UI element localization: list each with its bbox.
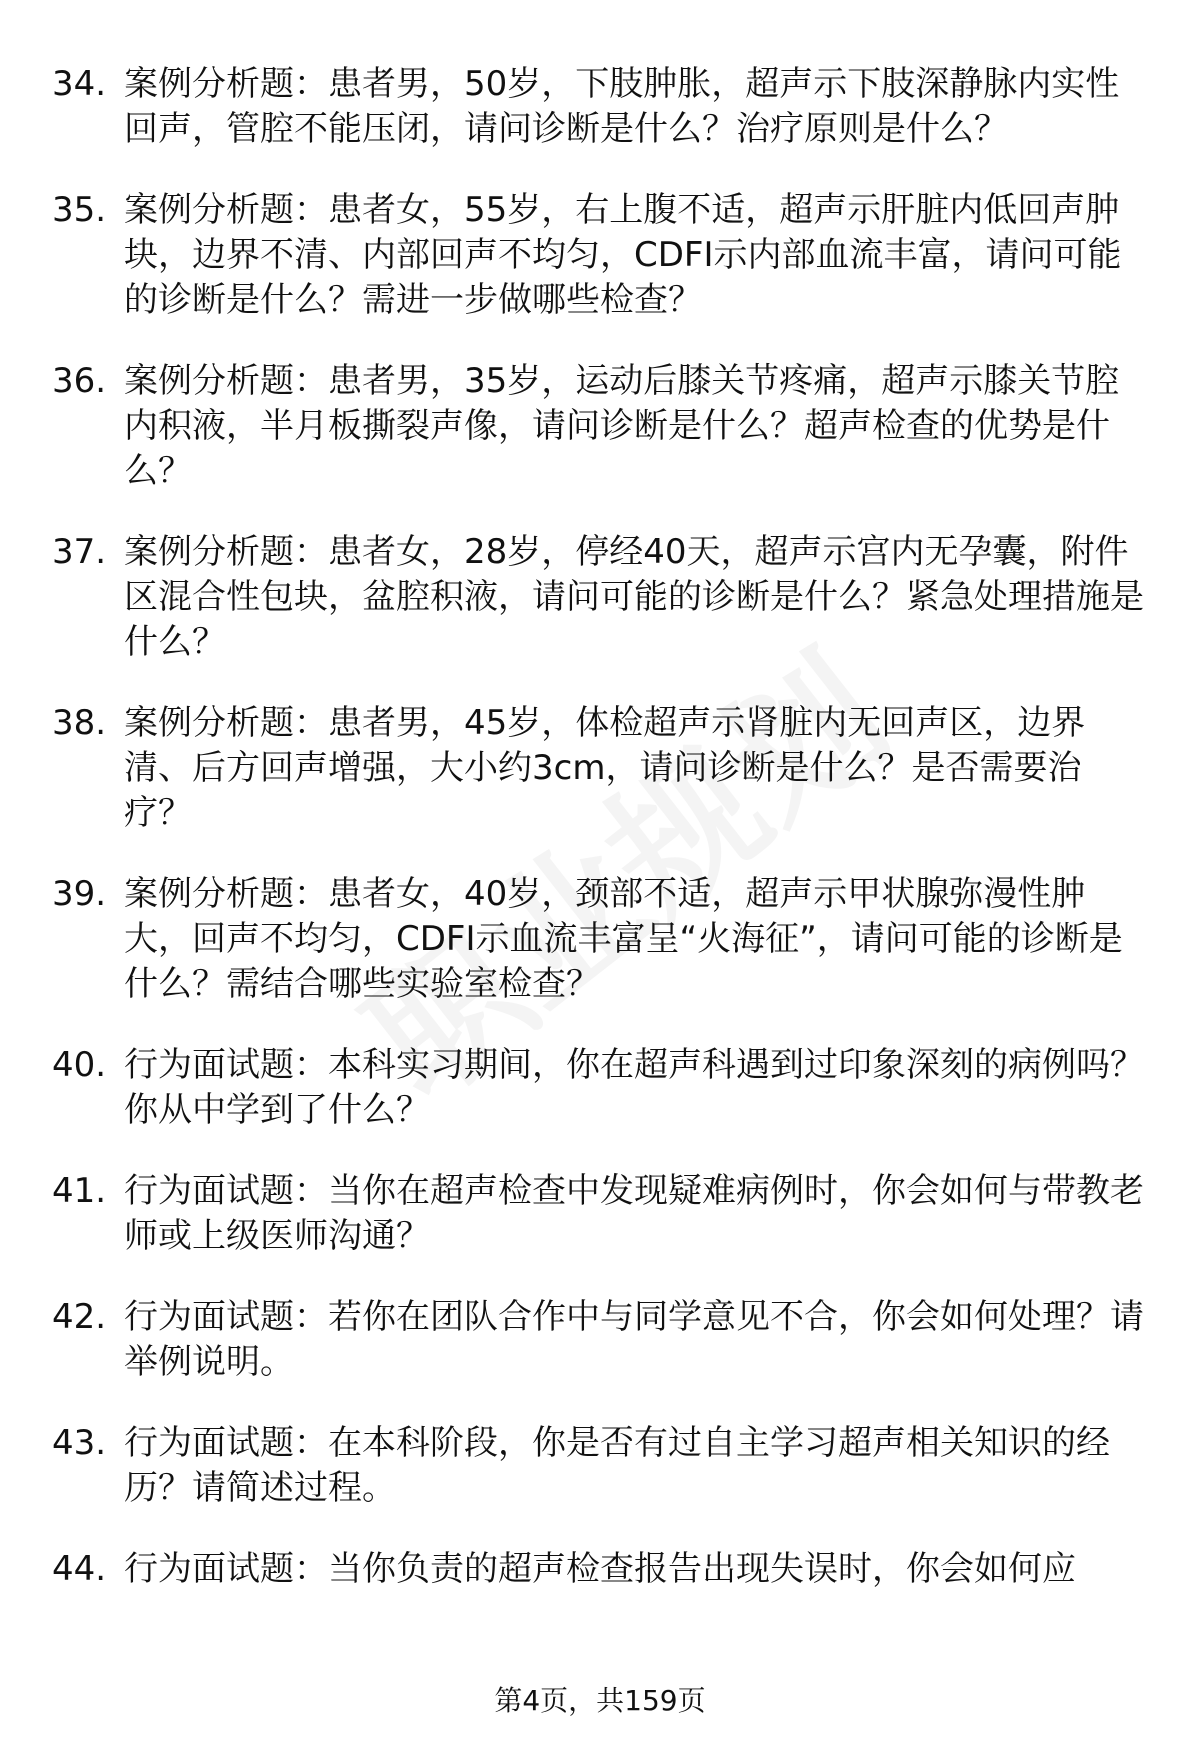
question-item <box>52 1043 1152 1133</box>
question-text: 行为面试题：当你负责的超声检查报告出现失误时，你会如何应 <box>124 1549 1076 1589</box>
question-text: 案例分析题：患者男，50岁，下肢肿胀，超声示下肢深静脉内实性回声，管腔不能压闭，请问诊断是什么？治疗原则是什么？ <box>124 64 1120 149</box>
question-text: 行为面试题：当你在超声检查中发现疑难病例时，你会如何与带教老师或上级医师沟通？ <box>124 1171 1144 1256</box>
question-number: 37. <box>52 532 107 572</box>
question-item <box>52 1421 1152 1511</box>
question-text: 案例分析题：患者女，40岁，颈部不适，超声示甲状腺弥漫性肿大，回声不均匀，CDFI示血流丰富呈“火海征”，请问可能的诊断是什么？需结合哪些实验室检查？ <box>124 874 1123 1004</box>
question-text: 案例分析题：患者女，55岁，右上腹不适，超声示肝脏内低回声肿块，边界不清、内部回声不均匀，CDFI示内部血流丰富，请问可能的诊断是什么？需进一步做哪些检查？ <box>124 190 1122 320</box>
question-text: 案例分析题：患者男，35岁，运动后膝关节疼痛，超声示膝关节腔内积液，半月板撕裂声像，请问诊断是什么？超声检查的优势是什么？ <box>124 361 1120 491</box>
question-number: 36. <box>52 361 107 401</box>
question-number: 42. <box>52 1297 107 1337</box>
question-item <box>52 1547 1152 1592</box>
question-item <box>52 701 1152 836</box>
question-number: 34. <box>52 64 107 104</box>
question-item <box>52 530 1152 665</box>
question-item <box>52 62 1152 152</box>
page-footer: 第4页，共159页 <box>494 1684 706 1717</box>
question-number: 40. <box>52 1045 107 1085</box>
question-number: 35. <box>52 190 107 230</box>
question-list <box>52 62 1152 1628</box>
question-item <box>52 188 1152 323</box>
question-text: 案例分析题：患者男，45岁，体检超声示肾脏内无回声区，边界清、后方回声增强，大小约3cm，请问诊断是什么？是否需要治疗？ <box>124 703 1086 833</box>
question-item <box>52 359 1152 494</box>
question-item <box>52 872 1152 1007</box>
question-number: 38. <box>52 703 107 743</box>
question-text: 行为面试题：本科实习期间，你在超声科遇到过印象深刻的病例吗？你从中学到了什么？ <box>124 1045 1144 1130</box>
question-number: 44. <box>52 1549 107 1589</box>
question-number: 43. <box>52 1423 107 1463</box>
question-number: 39. <box>52 874 107 914</box>
question-text: 行为面试题：若你在团队合作中与同学意见不合，你会如何处理？请举例说明。 <box>124 1297 1144 1382</box>
question-item <box>52 1169 1152 1259</box>
question-text: 行为面试题：在本科阶段，你是否有过自主学习超声相关知识的经历？请简述过程。 <box>124 1423 1110 1508</box>
question-item <box>52 1295 1152 1385</box>
question-text: 案例分析题：患者女，28岁，停经40天，超声示宫内无孕囊，附件区混合性包块，盆腔积液，请问可能的诊断是什么？紧急处理措施是什么？ <box>124 532 1144 662</box>
question-number: 41. <box>52 1171 107 1211</box>
